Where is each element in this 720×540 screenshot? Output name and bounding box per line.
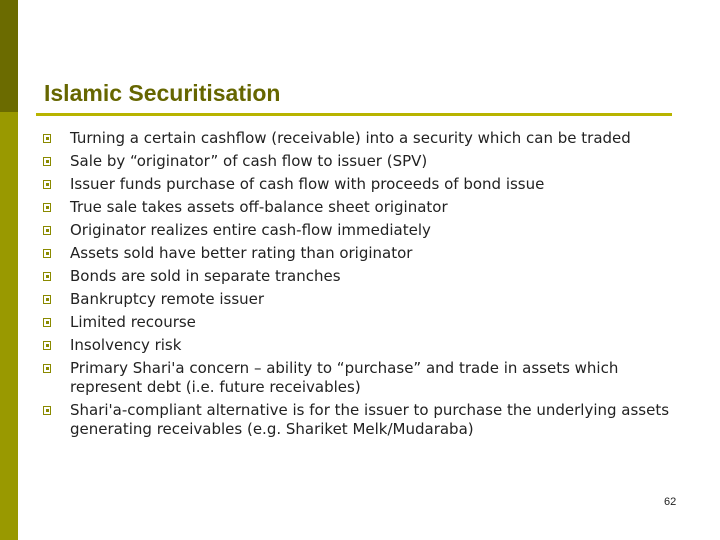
square-bullet-icon [43,157,51,166]
square-bullet-icon [43,203,51,212]
square-bullet-icon [43,341,51,350]
square-bullet-icon [43,406,51,415]
bullet-text: Turning a certain cashflow (receivable) into a security which can be traded [70,129,631,147]
square-bullet-icon [43,318,51,327]
square-bullet-icon [43,295,51,304]
bullet-item [40,152,680,171]
page-number: 62 [664,496,677,508]
bullet-item [40,336,680,355]
bullet-text: Issuer funds purchase of cash flow with proceeds of bond issue [70,175,545,193]
bullet-item [40,290,680,309]
bullet-item [40,244,680,263]
bullet-item [40,129,680,148]
bullet-item [40,401,680,439]
square-bullet-icon [43,249,51,258]
square-bullet-icon [43,364,51,373]
bullet-text: Sale by “originator” of cash flow to issuer (SPV) [70,152,428,170]
square-bullet-icon [43,226,51,235]
bullet-item [40,221,680,240]
bullet-item [40,267,680,286]
left-accent-bar-dark [0,0,18,112]
bullet-text: Bankruptcy remote issuer [70,290,265,308]
bullet-text: True sale takes assets off-balance sheet originator [70,198,448,216]
bullet-item [40,198,680,217]
bullet-text: Insolvency risk [70,336,182,354]
bullet-item [40,313,680,332]
bullet-text: Limited recourse [70,313,196,331]
bullet-text: Shari'a-compliant alternative is for the issuer to purchase the underlying assets generating receivables (e.g. Shariket Melk/Mudaraba) [70,401,670,438]
left-accent-bar-light [0,112,18,540]
bullet-item [40,359,680,397]
square-bullet-icon [43,272,51,281]
bullet-text: Bonds are sold in separate tranches [70,267,341,285]
square-bullet-icon [43,180,51,189]
bullet-item [40,175,680,194]
title-underline [36,113,672,116]
bullet-text: Primary Shari'a concern – ability to “purchase” and trade in assets which represent debt (i.e. future receivables) [70,359,619,396]
square-bullet-icon [43,134,51,143]
slide-title: Islamic Securitisation [44,80,281,106]
bullet-list [40,129,680,443]
bullet-text: Assets sold have better rating than originator [70,244,413,262]
bullet-text: Originator realizes entire cash-flow immediately [70,221,431,239]
